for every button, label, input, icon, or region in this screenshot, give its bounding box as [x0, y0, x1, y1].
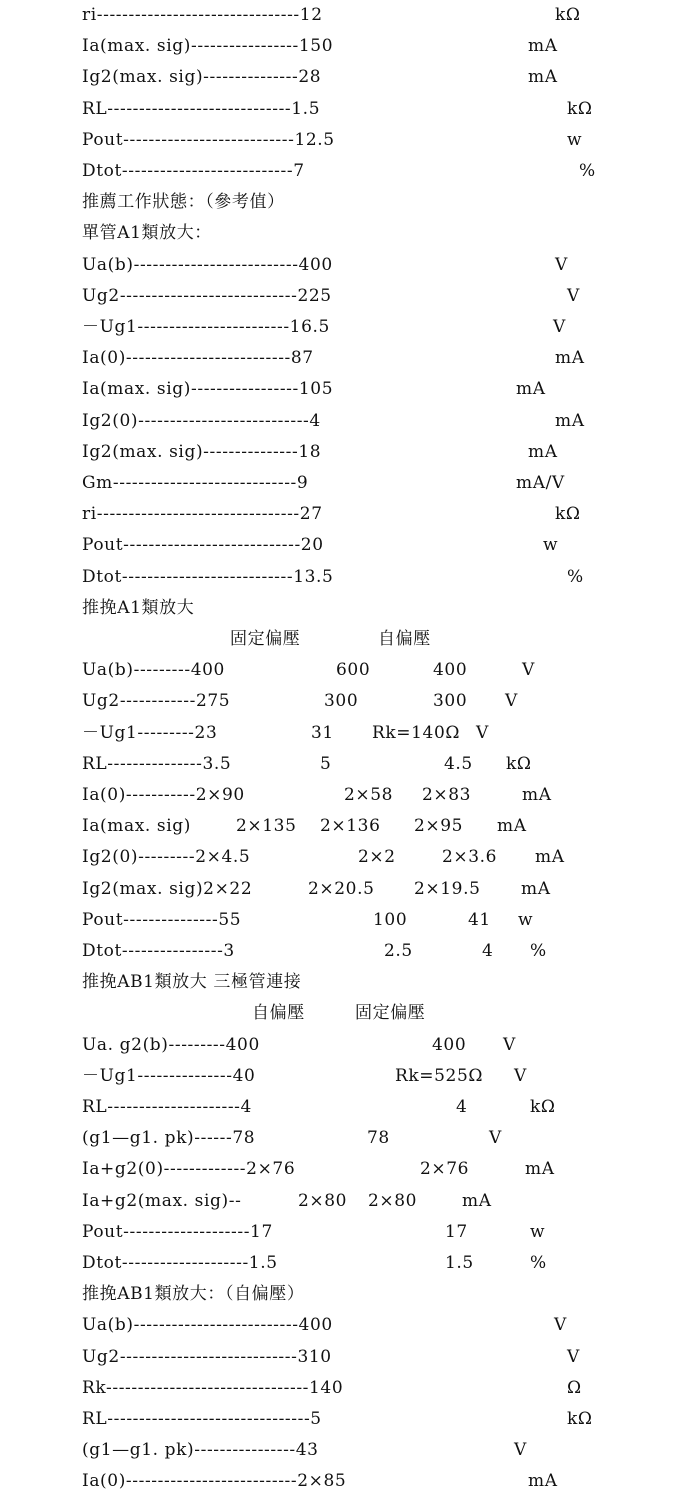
spec-value: V [505, 691, 518, 712]
spec-line [0, 218, 700, 249]
spec-line [0, 374, 700, 405]
spec-value: 4.5 [444, 753, 473, 774]
spec-value: V [567, 285, 580, 306]
spec-line [0, 1123, 700, 1154]
spec-line [0, 998, 700, 1029]
spec-value: mA [525, 1159, 555, 1180]
spec-value: % [530, 1253, 547, 1273]
spec-line [0, 1310, 700, 1341]
spec-label: Ia(max. sig)-----------------105 [82, 379, 334, 400]
spec-value: kΩ [555, 5, 581, 25]
spec-line [0, 686, 700, 717]
spec-line [0, 624, 700, 655]
spec-value: V [554, 1315, 567, 1336]
spec-value: kΩ [530, 1097, 556, 1117]
spec-value: 4 [482, 941, 494, 961]
spec-value: 2×95 [414, 816, 464, 837]
spec-value: 2×80 [368, 1190, 418, 1211]
spec-label: Ug2----------------------------225 [82, 285, 332, 306]
spec-value: 4 [456, 1097, 468, 1117]
spec-value: V [567, 1346, 580, 1367]
spec-line [0, 312, 700, 343]
spec-label: 推挽AB1類放大 三極管連接 [82, 972, 302, 993]
spec-label: ri--------------------------------12 [82, 5, 323, 25]
spec-label: Ua(b)---------400 [82, 660, 225, 681]
spec-value: kΩ [506, 753, 532, 774]
spec-label: Pout---------------55 [82, 909, 242, 930]
spec-value: mA [522, 785, 552, 805]
spec-label: Ia(max. sig)-----------------150 [82, 36, 334, 57]
spec-line [0, 94, 700, 125]
spec-line [0, 905, 700, 936]
spec-line [0, 31, 700, 62]
spec-value: kΩ [555, 504, 581, 525]
spec-label: Ig2(max. sig)2×22 [82, 878, 253, 899]
spec-label: Ua. g2(b)---------400 [82, 1034, 260, 1055]
spec-value: % [579, 161, 596, 181]
spec-line [0, 1154, 700, 1185]
spec-line [0, 1186, 700, 1217]
spec-value: mA [535, 847, 565, 868]
spec-value: 100 [373, 909, 408, 930]
spec-value: 固定偏壓 [355, 1003, 426, 1024]
spec-value: kΩ [567, 98, 593, 119]
spec-line [0, 187, 700, 218]
spec-value: V [522, 660, 535, 681]
spec-value: mA [528, 441, 558, 462]
spec-value: w [543, 535, 559, 556]
spec-value: w [518, 909, 534, 930]
spec-value: kΩ [567, 1409, 593, 1429]
spec-line [0, 1373, 700, 1404]
spec-value: 300 [324, 691, 359, 712]
spec-line [0, 655, 700, 686]
spec-value: 2×83 [422, 785, 472, 805]
spec-value: w [530, 1221, 546, 1242]
spec-label: RL--------------------------------5 [82, 1409, 322, 1429]
spec-value: 2×19.5 [414, 878, 481, 899]
spec-label: 推挽A1類放大 [82, 597, 195, 618]
spec-value: 2×135 [236, 816, 297, 837]
spec-value: mA [521, 878, 551, 899]
spec-value: mA/V [516, 473, 565, 493]
spec-value: 17 [445, 1221, 468, 1242]
spec-value: w [567, 129, 583, 150]
spec-value: 2×80 [298, 1190, 348, 1211]
spec-line [0, 718, 700, 749]
spec-value: mA [555, 348, 585, 369]
spec-line [0, 250, 700, 281]
spec-label: Gm-----------------------------9 [82, 473, 309, 493]
spec-line [0, 343, 700, 374]
spec-value: 2×2 [358, 847, 396, 868]
spec-label: 推挽AB1類放大：（自偏壓） [82, 1284, 305, 1305]
spec-value: V [555, 254, 568, 275]
spec-value: 400 [432, 1034, 467, 1055]
spec-line [0, 1030, 700, 1061]
spec-label: RL---------------3.5 [82, 753, 232, 774]
spec-line [0, 125, 700, 156]
spec-line [0, 874, 700, 905]
spec-label: Dtot---------------------------13.5 [82, 566, 334, 587]
spec-label: －Ug1---------------40 [82, 1065, 256, 1086]
spec-label: Ig2(max. sig)---------------18 [82, 441, 322, 462]
spec-value: V [476, 722, 489, 743]
spec-line [0, 562, 700, 593]
spec-line [0, 936, 700, 967]
spec-value: 31 [311, 722, 334, 743]
spec-label: Ia(0)-----------2×90 [82, 785, 245, 805]
spec-label: 單管A1類放大： [82, 223, 212, 244]
spec-line [0, 749, 700, 780]
spec-value: 78 [367, 1128, 390, 1149]
spec-value: 400 [433, 660, 468, 681]
spec-label: Ua(b)--------------------------400 [82, 254, 333, 275]
spec-label: RL-----------------------------1.5 [82, 98, 321, 119]
spec-label: (g1—g1. pk)----------------43 [82, 1440, 319, 1461]
spec-label: Ia(max. sig) [82, 816, 192, 837]
spec-value: 600 [336, 660, 371, 681]
spec-value: % [567, 566, 584, 587]
spec-value: V [514, 1440, 527, 1461]
spec-label: Ia+g2(0)-------------2×76 [82, 1159, 296, 1180]
spec-line [0, 406, 700, 437]
spec-line [0, 811, 700, 842]
spec-value: 2×3.6 [442, 847, 498, 868]
spec-value: 2×58 [344, 785, 394, 805]
spec-line [0, 1435, 700, 1466]
spec-line [0, 842, 700, 873]
spec-label: Ia+g2(max. sig)-- [82, 1190, 242, 1211]
spec-label: Pout----------------------------20 [82, 535, 324, 556]
spec-value: Ω [567, 1377, 582, 1398]
spec-label: Ia(0)--------------------------87 [82, 348, 314, 369]
spec-value: Rk=525Ω [395, 1065, 484, 1086]
spec-value: V [553, 317, 566, 337]
spec-value: mA [528, 36, 558, 57]
spec-label: Pout--------------------17 [82, 1221, 273, 1242]
spec-value: 5 [320, 753, 332, 774]
spec-label: Dtot---------------------------7 [82, 161, 305, 181]
spec-value: Rk=140Ω [372, 722, 461, 743]
spec-value: mA [528, 67, 558, 88]
spec-line [0, 1404, 700, 1435]
spec-line [0, 1061, 700, 1092]
spec-value: 1.5 [445, 1253, 474, 1273]
spec-label: －Ug1------------------------16.5 [82, 317, 330, 337]
spec-value: mA [516, 379, 546, 400]
spec-line [0, 967, 700, 998]
spec-value: mA [462, 1190, 492, 1211]
spec-line [0, 281, 700, 312]
spec-value: 2.5 [384, 941, 413, 961]
spec-line [0, 62, 700, 93]
spec-line [0, 437, 700, 468]
spec-line [0, 1217, 700, 1248]
spec-label: ri--------------------------------27 [82, 504, 323, 525]
spec-label: Dtot--------------------1.5 [82, 1253, 278, 1273]
spec-line [0, 499, 700, 530]
spec-label: Dtot----------------3 [82, 941, 235, 961]
spec-label: Ug2----------------------------310 [82, 1346, 332, 1367]
spec-value: 2×76 [420, 1159, 470, 1180]
spec-line [0, 780, 700, 811]
spec-value: 41 [468, 909, 491, 930]
spec-label: －Ug1---------23 [82, 722, 218, 743]
spec-line [0, 1342, 700, 1373]
spec-line [0, 1092, 700, 1123]
spec-line [0, 1279, 700, 1310]
spec-line [0, 530, 700, 561]
spec-line [0, 468, 700, 499]
spec-label: 固定偏壓 [230, 629, 301, 649]
spec-value: V [514, 1065, 527, 1086]
spec-value: mA [528, 1471, 558, 1492]
spec-line [0, 1248, 700, 1279]
spec-value: 自偏壓 [378, 629, 431, 649]
spec-line [0, 156, 700, 187]
spec-line [0, 0, 700, 31]
spec-label: (g1—g1. pk)------78 [82, 1128, 256, 1149]
spec-value: mA [555, 410, 585, 431]
spec-label: Pout---------------------------12.5 [82, 129, 335, 150]
spec-label: Ig2(max. sig)---------------28 [82, 67, 322, 88]
spec-label: Ig2(0)---------2×4.5 [82, 847, 251, 868]
spec-value: V [489, 1128, 502, 1149]
spec-label: Ug2------------275 [82, 691, 231, 712]
spec-value: % [530, 941, 547, 961]
spec-label: 推薦工作狀態：（參考值） [82, 192, 285, 213]
spec-value: 2×136 [320, 816, 381, 837]
spec-label: Ua(b)--------------------------400 [82, 1315, 333, 1336]
spec-label: 自偏壓 [252, 1003, 305, 1024]
spec-label: Rk--------------------------------140 [82, 1377, 344, 1398]
spec-value: mA [497, 816, 527, 837]
spec-label: Ia(0)---------------------------2×85 [82, 1471, 347, 1492]
spec-line [0, 593, 700, 624]
spec-label: Ig2(0)---------------------------4 [82, 410, 321, 431]
spec-value: 300 [433, 691, 468, 712]
spec-value: V [503, 1034, 516, 1055]
spec-label: RL---------------------4 [82, 1097, 252, 1117]
spec-value: 2×20.5 [308, 878, 375, 899]
spec-line [0, 1466, 700, 1497]
